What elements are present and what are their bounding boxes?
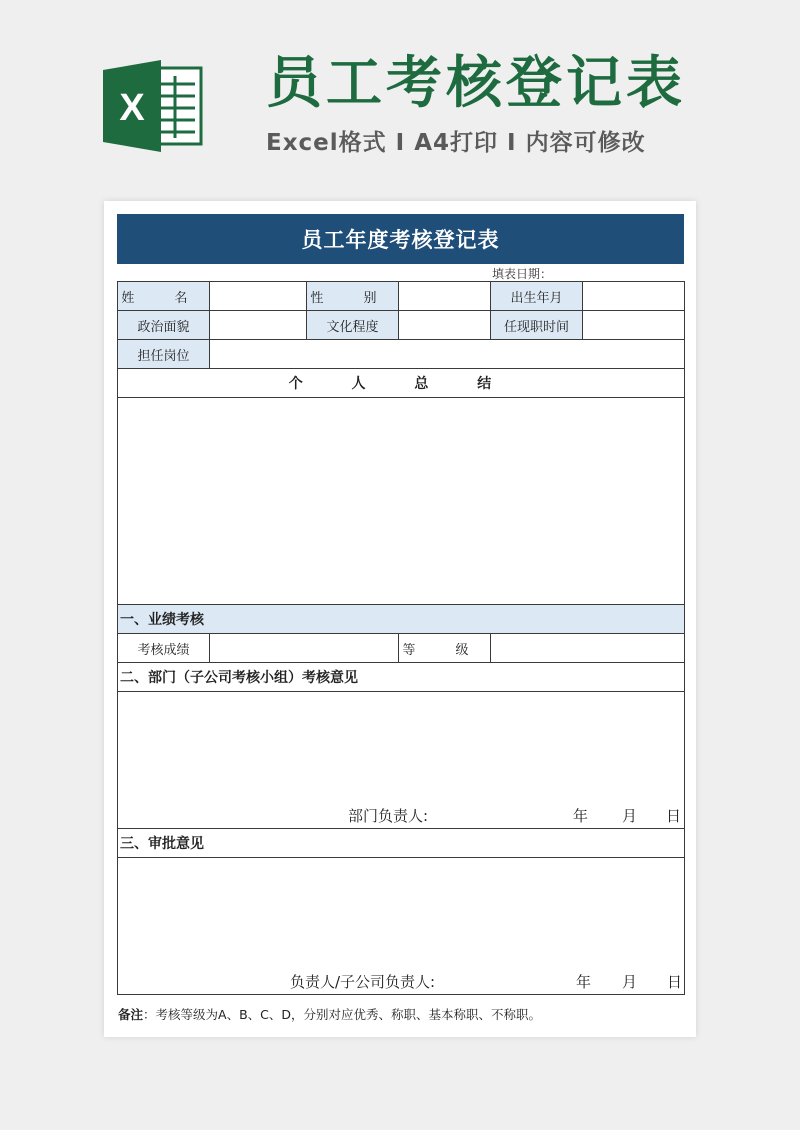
dept-day-label: 日: [666, 807, 682, 825]
position-label: 担任岗位: [118, 340, 210, 369]
tenure-label: 任现职时间: [491, 311, 583, 340]
note: [118, 1005, 541, 1023]
approval-month-label: 月: [622, 973, 638, 991]
fill-date-label: 填表日期：: [492, 267, 553, 281]
section-dept-title: 二、部门（子公司考核小组）考核意见: [118, 663, 685, 692]
personal-summary-header: 个 人 总 结: [118, 369, 685, 398]
section-performance-title: 一、业绩考核: [118, 605, 685, 634]
gender-field[interactable]: [399, 282, 491, 311]
birth-label: 出生年月: [491, 282, 583, 311]
approval-year-label: 年: [576, 973, 592, 991]
dept-signer-label: 部门负责人:: [348, 807, 429, 825]
document-sheet: [104, 201, 696, 1037]
dept-year-label: 年: [573, 807, 589, 825]
section-approval-title: 三、审批意见: [118, 829, 685, 858]
note-text: ：考核等级为A、B、C、D，分别对应优秀、称职、基本称职、不称职。: [143, 1007, 541, 1022]
excel-logo-icon: [103, 60, 203, 152]
form-table: [117, 281, 685, 995]
dept-opinion-field[interactable]: [118, 692, 685, 829]
logo-letter: X: [119, 87, 145, 129]
position-field[interactable]: [210, 340, 685, 369]
gender-label: 性 别: [307, 282, 399, 311]
score-field[interactable]: [210, 634, 399, 663]
page-title: 员工考核登记表: [266, 51, 686, 116]
score-label: 考核成绩: [118, 634, 210, 663]
page-subtitle: Excel格式 I A4打印 I 内容可修改: [266, 130, 646, 156]
education-label: 文化程度: [307, 311, 399, 340]
approval-signer-label: 负责人/子公司负责人:: [290, 973, 436, 991]
birth-field[interactable]: [583, 282, 685, 311]
name-field[interactable]: [210, 282, 307, 311]
note-label: 备注: [118, 1007, 144, 1022]
name-label: 姓 名: [118, 282, 210, 311]
political-field[interactable]: [210, 311, 307, 340]
dept-month-label: 月: [622, 807, 638, 825]
political-label: 政治面貌: [118, 311, 210, 340]
tenure-field[interactable]: [583, 311, 685, 340]
grade-label: 等 级: [399, 634, 491, 663]
approval-day-label: 日: [667, 973, 683, 991]
sheet-title: 员工年度考核登记表: [117, 214, 684, 264]
grade-field[interactable]: [491, 634, 685, 663]
approval-opinion-field[interactable]: [118, 858, 685, 995]
education-field[interactable]: [399, 311, 491, 340]
personal-summary-field[interactable]: [118, 398, 685, 605]
